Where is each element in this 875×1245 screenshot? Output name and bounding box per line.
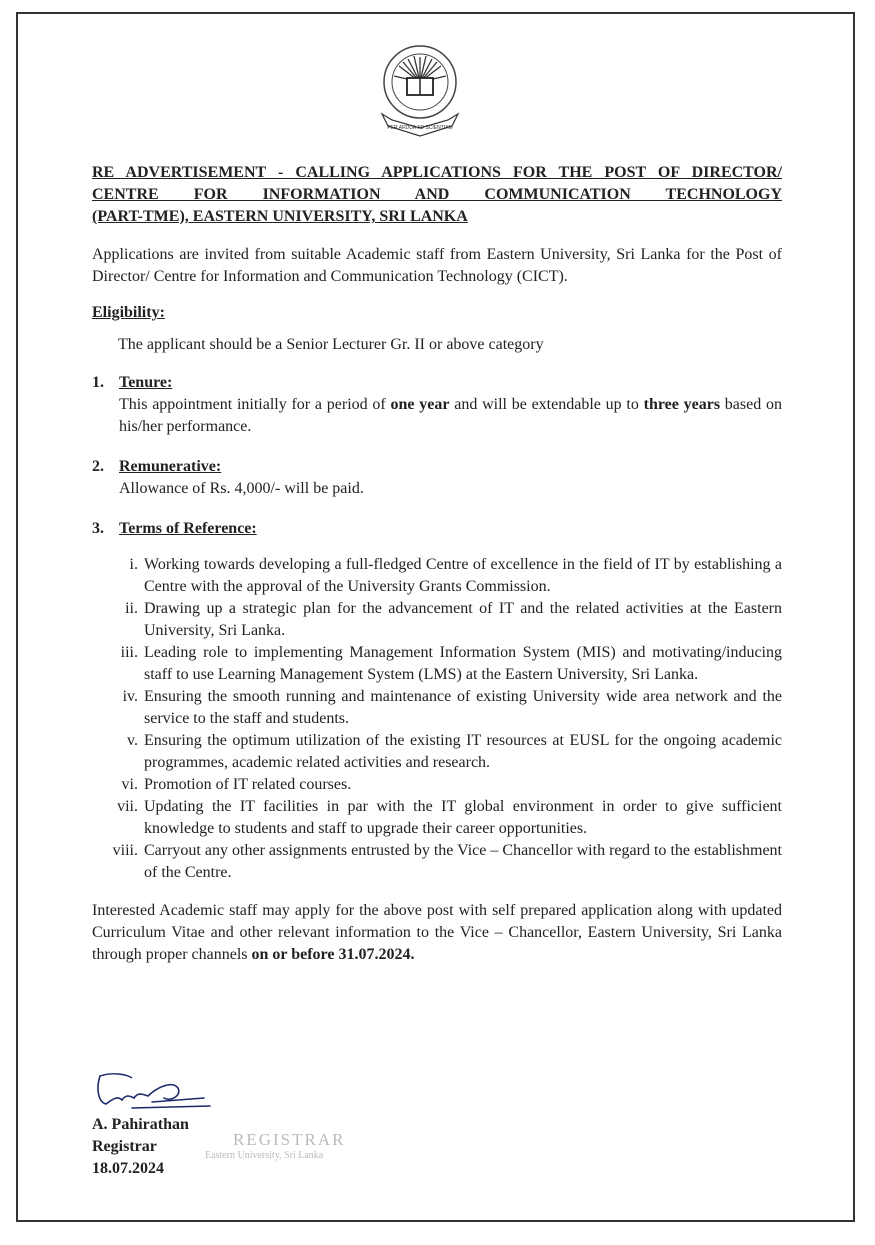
- title-line-3: (PART-TME), EASTERN UNIVERSITY, SRI LANKA: [92, 208, 468, 225]
- remunerative-text: Allowance of Rs. 4,000/- will be paid.: [119, 480, 364, 497]
- section-number: 3.: [92, 520, 104, 537]
- crest-ribbon-text: PER ARDUA AD SCIENTIAM: [387, 125, 453, 131]
- item-numeral: viii.: [112, 842, 138, 859]
- section-number: 2.: [92, 458, 104, 475]
- item-text: Leading role to implementing Management Information System (MIS) and motivating/inducing staff to use Learning Management System (LMS) at the Eastern University, Sri Lanka.: [144, 644, 782, 683]
- closing-paragraph: [92, 900, 782, 966]
- item-numeral: iv.: [122, 688, 138, 705]
- tenure-text: [119, 394, 782, 438]
- list-item: [129, 554, 782, 598]
- item-text: Ensuring the optimum utilization of the existing IT resources at EUSL for the ongoing academic programmes, academic related activities and research.: [144, 732, 782, 771]
- list-item: [120, 642, 782, 686]
- tenure-bold-one-year: one year: [390, 396, 450, 413]
- tenure-text-part: This appointment initially for a period of: [119, 396, 391, 413]
- item-text: Updating the IT facilities in par with the IT global environment in order to give sufficient knowledge to students and staff to upgrade their career opportunities.: [144, 798, 782, 837]
- tenure-section: [92, 372, 782, 438]
- section-number: 1.: [92, 374, 104, 391]
- item-text: Working towards developing a full-fledged Centre of excellence in the field of IT by establishing a Centre with the approval of the University Grants Commission.: [144, 556, 782, 595]
- list-item: [112, 840, 782, 884]
- stamp-line-1: REGISTRAR: [233, 1130, 346, 1149]
- signatory-name: A. Pahirathan: [92, 1116, 189, 1133]
- registrar-stamp: [205, 1130, 365, 1170]
- terms-section: [92, 518, 782, 540]
- title-line-1: RE ADVERTISEMENT - CALLING APPLICATIONS FOR THE POST OF DIRECTOR/: [92, 164, 782, 181]
- eligibility-heading: Eligibility:: [92, 304, 165, 321]
- terms-list: [92, 554, 782, 884]
- item-text: Ensuring the smooth running and maintenance of existing University wide area network and the service to the staff and students.: [144, 688, 782, 727]
- advertisement-title: [92, 162, 782, 228]
- item-numeral: ii.: [125, 600, 138, 617]
- signatory-date: 18.07.2024: [92, 1160, 164, 1177]
- item-text: Carryout any other assignments entrusted by the Vice – Chancellor with regard to the establishment of the Centre.: [144, 842, 782, 881]
- signatory-title: Registrar: [92, 1138, 157, 1155]
- signature-icon: [92, 1068, 222, 1116]
- eligibility-text: The applicant should be a Senior Lecturer Gr. II or above category: [118, 336, 544, 353]
- remunerative-heading: Remunerative:: [119, 458, 222, 475]
- list-item: [121, 774, 782, 796]
- item-numeral: iii.: [120, 644, 138, 661]
- intro-paragraph: Applications are invited from suitable Academic staff from Eastern University, Sri Lanka for the Post of Director/ Centre for Information and Communication Technology (CICT).: [92, 246, 782, 285]
- closing-deadline: on or before 31.07.2024.: [251, 946, 415, 963]
- closing-text: Interested Academic staff may apply for the above post with self prepared application along with updated Curriculum Vitae and other relevant information to the Vice – Chancellor, Eastern University, Sri Lanka through proper channels: [92, 902, 782, 963]
- document-body: [92, 162, 782, 966]
- tenure-bold-three-years: three years: [643, 396, 721, 413]
- item-text: Drawing up a strategic plan for the advancement of IT and the related activities at the Eastern University, Sri Lanka.: [144, 600, 782, 639]
- item-numeral: vi.: [121, 776, 138, 793]
- list-item: [125, 598, 782, 642]
- list-item: [122, 686, 782, 730]
- remunerative-section: [92, 456, 782, 500]
- item-numeral: vii.: [117, 798, 138, 815]
- item-text: Promotion of IT related courses.: [144, 776, 352, 793]
- title-line-2: CENTRE FOR INFORMATION AND COMMUNICATION TECHNOLOGY: [92, 186, 782, 203]
- tenure-text-part: based on his/her performance.: [119, 396, 782, 435]
- stamp-line-2: Eastern University, Sri Lanka: [205, 1150, 324, 1161]
- item-numeral: v.: [127, 732, 138, 749]
- list-item: [127, 730, 782, 774]
- item-numeral: i.: [129, 556, 138, 573]
- list-item: [117, 796, 782, 840]
- signatory-block: [92, 1114, 189, 1180]
- tenure-text-part: and will be extendable up to: [449, 396, 644, 413]
- university-crest-icon: [360, 42, 480, 142]
- tenure-heading: Tenure:: [119, 374, 173, 391]
- terms-heading: Terms of Reference:: [119, 520, 257, 537]
